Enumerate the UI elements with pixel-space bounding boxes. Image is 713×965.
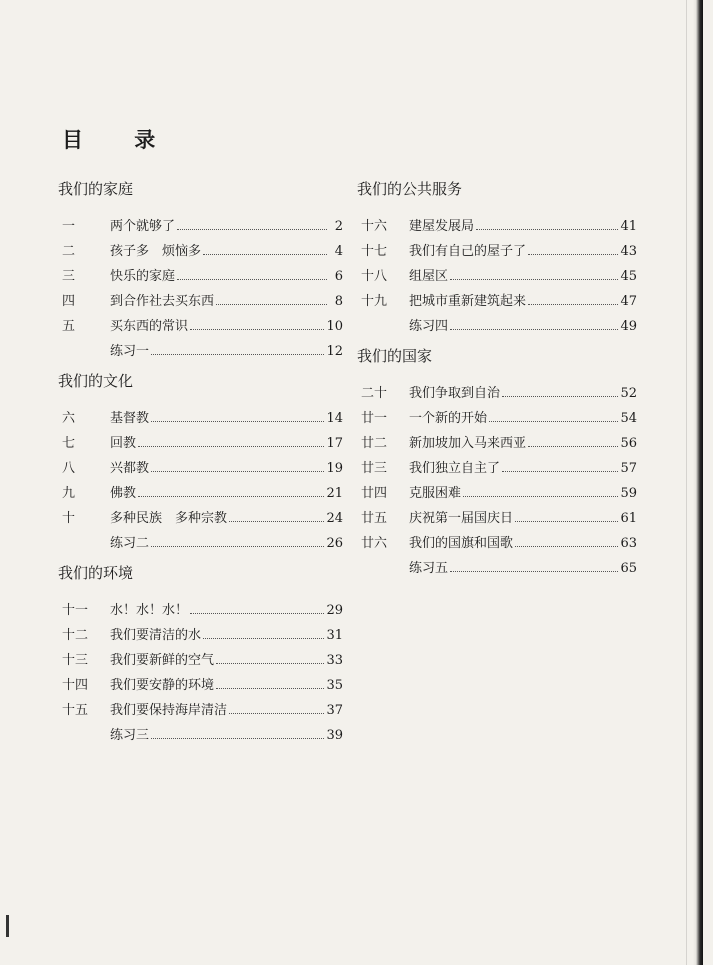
- toc-left-column: [58, 178, 343, 754]
- entry-number: 十六: [361, 219, 388, 234]
- section-title: 我们的文化: [58, 372, 134, 390]
- dot-leader: [177, 279, 327, 280]
- toc-entry[interactable]: [357, 481, 637, 506]
- entry-page-number: 63: [620, 536, 637, 551]
- entry-page-number: 41: [620, 219, 637, 234]
- entry-title: 佛教: [110, 486, 137, 501]
- toc-section: [357, 345, 637, 581]
- entry-number: 十九: [361, 294, 388, 309]
- entry-number: 十四: [62, 678, 89, 693]
- entry-page-number: 33: [326, 653, 343, 668]
- entry-title: 水！水！水！: [110, 603, 189, 618]
- entry-number: 廿一: [361, 411, 388, 426]
- dot-leader: [138, 496, 324, 497]
- toc-section: [58, 562, 343, 748]
- entry-page-number: 29: [326, 603, 343, 618]
- entry-number: 廿五: [361, 511, 388, 526]
- entry-number: 二十: [361, 386, 388, 401]
- dot-leader: [151, 421, 324, 422]
- entry-number: 十一: [62, 603, 89, 618]
- dot-leader: [502, 471, 618, 472]
- toc-section: [58, 370, 343, 556]
- entry-title: 多种民族 多种宗教: [110, 511, 228, 526]
- entry-number: 四: [62, 294, 76, 309]
- entry-number: 十二: [62, 628, 89, 643]
- entry-title: 练习四: [409, 319, 449, 334]
- entry-number: 廿二: [361, 436, 388, 451]
- entry-title: 我们的国旗和国歌: [409, 536, 514, 551]
- toc-entry[interactable]: [58, 481, 343, 506]
- scan-binding-line: [686, 0, 687, 965]
- toc-entry[interactable]: [58, 531, 343, 556]
- entry-number: 一: [62, 219, 76, 234]
- dot-leader: [190, 329, 324, 330]
- entry-number: 十七: [361, 244, 388, 259]
- toc-entry[interactable]: [357, 381, 637, 406]
- entry-number: 十三: [62, 653, 89, 668]
- toc-entry[interactable]: [357, 506, 637, 531]
- dot-leader: [216, 663, 324, 664]
- toc-entry[interactable]: [58, 431, 343, 456]
- entry-page-number: 45: [620, 269, 637, 284]
- entry-title: 买东西的常识: [110, 319, 189, 334]
- toc-entry[interactable]: [58, 289, 343, 314]
- toc-entry[interactable]: [357, 456, 637, 481]
- entry-title: 快乐的家庭: [110, 269, 176, 284]
- dot-leader: [450, 571, 618, 572]
- dot-leader: [216, 688, 324, 689]
- entry-page-number: 26: [326, 536, 343, 551]
- dot-leader: [151, 546, 324, 547]
- entry-title: 新加坡加入马来西亚: [409, 436, 527, 451]
- toc-entry[interactable]: [357, 239, 637, 264]
- entry-title: 组屋区: [409, 269, 449, 284]
- section-title: 我们的环境: [58, 564, 134, 582]
- entry-page-number: 2: [334, 219, 343, 234]
- toc-section: [357, 178, 637, 339]
- dot-leader: [229, 713, 324, 714]
- entry-page-number: 54: [620, 411, 637, 426]
- entry-title: 孩子多 烦恼多: [110, 244, 202, 259]
- entry-title: 把城市重新建筑起来: [409, 294, 527, 309]
- toc-entry[interactable]: [58, 214, 343, 239]
- section-title: 我们的国家: [357, 347, 433, 365]
- toc-entry[interactable]: [58, 406, 343, 431]
- entry-number: 六: [62, 411, 76, 426]
- scan-corner-mark: [6, 915, 9, 937]
- dot-leader: [138, 446, 324, 447]
- entry-page-number: 52: [620, 386, 637, 401]
- entry-title: 庆祝第一届国庆日: [409, 511, 514, 526]
- entry-number: 七: [62, 436, 76, 451]
- entry-number: 廿三: [361, 461, 388, 476]
- dot-leader: [229, 521, 324, 522]
- entry-number: 廿六: [361, 536, 388, 551]
- dot-leader: [203, 638, 324, 639]
- toc-entry[interactable]: [58, 673, 343, 698]
- toc-section: [58, 178, 343, 364]
- entry-page-number: 39: [326, 728, 343, 743]
- entry-number: 廿四: [361, 486, 388, 501]
- dot-leader: [151, 354, 324, 355]
- toc-entry[interactable]: [58, 698, 343, 723]
- entry-page-number: 21: [326, 486, 343, 501]
- entry-page-number: 24: [326, 511, 343, 526]
- entry-title: 练习三: [110, 728, 150, 743]
- toc-entry[interactable]: [357, 431, 637, 456]
- toc-entry[interactable]: [357, 556, 637, 581]
- dot-leader: [450, 279, 618, 280]
- entry-title: 基督教: [110, 411, 150, 426]
- entry-page-number: 37: [326, 703, 343, 718]
- entry-page-number: 6: [334, 269, 343, 284]
- dot-leader: [177, 229, 327, 230]
- entry-page-number: 65: [620, 561, 637, 576]
- dot-leader: [216, 304, 327, 305]
- entry-page-number: 56: [620, 436, 637, 451]
- entry-number: 九: [62, 486, 76, 501]
- dot-leader: [489, 421, 618, 422]
- toc-entry[interactable]: [58, 339, 343, 364]
- entry-page-number: 14: [326, 411, 343, 426]
- entry-page-number: 49: [620, 319, 637, 334]
- entry-number: 三: [62, 269, 76, 284]
- dot-leader: [151, 738, 324, 739]
- dot-leader: [476, 229, 618, 230]
- toc-entry[interactable]: [357, 289, 637, 314]
- section-title: 我们的家庭: [58, 180, 134, 198]
- entry-page-number: 17: [326, 436, 343, 451]
- dot-leader: [502, 396, 618, 397]
- toc-entry[interactable]: [58, 506, 343, 531]
- entry-page-number: 8: [334, 294, 343, 309]
- toc-entry[interactable]: [58, 598, 343, 623]
- entry-title: 回教: [110, 436, 137, 451]
- entry-page-number: 57: [620, 461, 637, 476]
- entry-number: 十五: [62, 703, 89, 718]
- entry-title: 我们要清洁的水: [110, 628, 202, 643]
- toc-entry[interactable]: [58, 723, 343, 748]
- entry-title: 练习一: [110, 344, 150, 359]
- entry-title: 克服困难: [409, 486, 462, 501]
- toc-entry[interactable]: [357, 214, 637, 239]
- entry-title: 一个新的开始: [409, 411, 488, 426]
- toc-entry[interactable]: [357, 531, 637, 556]
- entry-title: 练习二: [110, 536, 150, 551]
- dot-leader: [190, 613, 324, 614]
- entry-page-number: 31: [326, 628, 343, 643]
- dot-leader: [450, 329, 618, 330]
- entry-title: 我们争取到自治: [409, 386, 501, 401]
- entry-title: 我们独立自主了: [409, 461, 501, 476]
- entry-title: 我们要新鲜的空气: [110, 653, 215, 668]
- entry-page-number: 61: [620, 511, 637, 526]
- entry-number: 二: [62, 244, 76, 259]
- entry-title: 我们有自己的屋子了: [409, 244, 527, 259]
- entry-title: 兴都教: [110, 461, 150, 476]
- entry-title: 我们要安静的环境: [110, 678, 215, 693]
- toc-entry[interactable]: [58, 239, 343, 264]
- entry-page-number: 19: [326, 461, 343, 476]
- dot-leader: [528, 304, 618, 305]
- toc-right-column: [357, 178, 637, 587]
- dot-leader: [515, 546, 618, 547]
- dot-leader: [151, 471, 324, 472]
- toc-entry[interactable]: [357, 264, 637, 289]
- dot-leader: [203, 254, 327, 255]
- section-title: 我们的公共服务: [357, 180, 463, 198]
- page-title: 目 录: [62, 127, 178, 152]
- toc-entry[interactable]: [58, 456, 343, 481]
- entry-title: 练习五: [409, 561, 449, 576]
- dot-leader: [528, 446, 618, 447]
- entry-title: 我们要保持海岸清洁: [110, 703, 228, 718]
- entry-page-number: 35: [326, 678, 343, 693]
- entry-number: 十八: [361, 269, 388, 284]
- entry-number: 十: [62, 511, 76, 526]
- dot-leader: [528, 254, 618, 255]
- toc-entry[interactable]: [58, 648, 343, 673]
- toc-entry[interactable]: [357, 314, 637, 339]
- dot-leader: [515, 521, 618, 522]
- toc-entry[interactable]: [58, 264, 343, 289]
- toc-entry[interactable]: [58, 623, 343, 648]
- entry-page-number: 12: [326, 344, 343, 359]
- entry-title: 两个就够了: [110, 219, 176, 234]
- scan-binding-edge: [693, 0, 703, 965]
- toc-entry[interactable]: [58, 314, 343, 339]
- entry-page-number: 59: [620, 486, 637, 501]
- toc-entry[interactable]: [357, 406, 637, 431]
- entry-page-number: 43: [620, 244, 637, 259]
- entry-page-number: 47: [620, 294, 637, 309]
- entry-title: 建屋发展局: [409, 219, 475, 234]
- entry-number: 八: [62, 461, 76, 476]
- entry-title: 到合作社去买东西: [110, 294, 215, 309]
- dot-leader: [463, 496, 618, 497]
- entry-number: 五: [62, 319, 76, 334]
- entry-page-number: 4: [334, 244, 343, 259]
- entry-page-number: 10: [326, 319, 343, 334]
